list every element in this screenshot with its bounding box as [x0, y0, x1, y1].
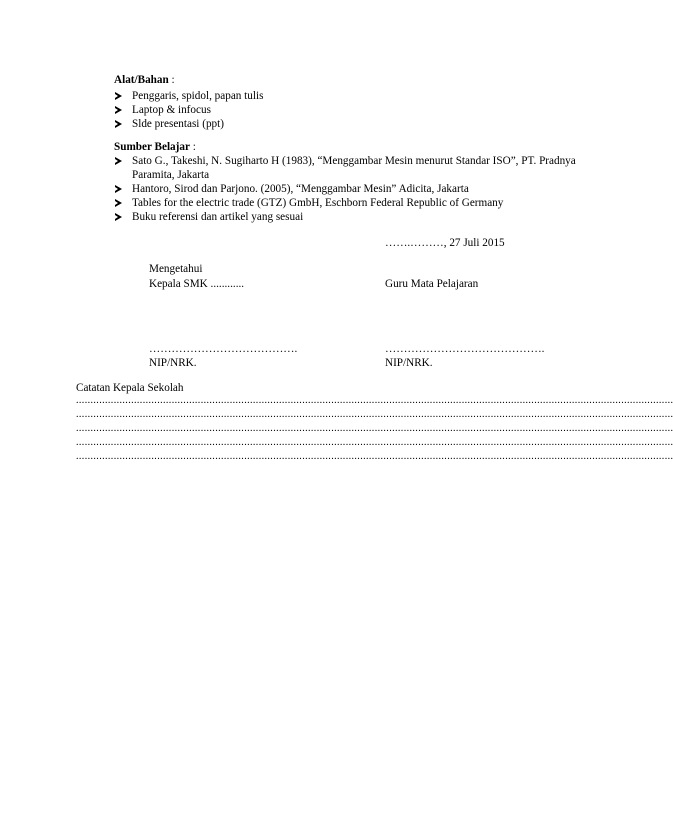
alat-bahan-heading: Alat/Bahan: [114, 74, 169, 86]
arrow-bullet-icon: [115, 199, 122, 207]
left-signature-line: ………………………………….: [149, 343, 298, 355]
list-item: [114, 210, 577, 224]
alat-bahan-heading-line: [114, 73, 175, 87]
note-line: ..............................................................................................................................................................................................................: [76, 437, 673, 448]
note-line: ..............................................................................................................................................................................................................: [76, 423, 673, 434]
list-item-text: Tables for the electric trade (GTZ) GmbH, Eschborn Federal Republic of Germany: [132, 197, 504, 209]
list-item: [114, 154, 577, 182]
note-line: ..............................................................................................................................................................................................................: [76, 409, 673, 420]
list-item-text: Slde presentasi (ppt): [132, 118, 224, 130]
arrow-bullet-icon: [115, 157, 122, 165]
mengetahui-label: Mengetahui: [149, 263, 203, 275]
alat-bahan-list: [114, 89, 263, 131]
note-line: ..............................................................................................................................................................................................................: [76, 395, 673, 406]
arrow-bullet-icon: [115, 106, 122, 114]
catatan-heading: Catatan Kepala Sekolah: [76, 382, 184, 394]
list-item-text: Laptop & infocus: [132, 104, 211, 116]
right-signature-line: …………………………………….: [385, 343, 545, 355]
list-item-text: Sato G., Takeshi, N. Sugiharto H (1983), “Menggambar Mesin menurut Standar ISO”, PT. Pradnya Paramita, Jakarta: [132, 155, 576, 181]
list-item-text: Buku referensi dan artikel yang sesuai: [132, 211, 304, 223]
sumber-belajar-heading-line: [114, 140, 196, 154]
sumber-belajar-list: [114, 154, 577, 224]
arrow-bullet-icon: [115, 185, 122, 193]
sumber-belajar-colon: :: [189, 141, 196, 153]
list-item: [114, 182, 577, 196]
alat-bahan-colon: :: [168, 74, 175, 86]
note-line: ..............................................................................................................................................................................................................: [76, 451, 673, 462]
right-nip-label: NIP/NRK.: [385, 357, 433, 369]
list-item: [114, 117, 263, 131]
sumber-belajar-heading: Sumber Belajar: [114, 141, 190, 153]
list-item-text: Penggaris, spidol, papan tulis: [132, 90, 264, 102]
arrow-bullet-icon: [115, 92, 122, 100]
signature-date: …….………, 27 Juli 2015: [385, 237, 505, 249]
left-nip-label: NIP/NRK.: [149, 357, 197, 369]
list-item: [114, 103, 263, 117]
arrow-bullet-icon: [115, 120, 122, 128]
list-item: [114, 196, 577, 210]
list-item: [114, 89, 263, 103]
arrow-bullet-icon: [115, 213, 122, 221]
list-item-text: Hantoro, Sirod dan Parjono. (2005), “Menggambar Mesin” Adicita, Jakarta: [132, 183, 469, 195]
kepala-smk-label: Kepala SMK ............: [149, 278, 245, 290]
guru-label: Guru Mata Pelajaran: [385, 278, 479, 290]
